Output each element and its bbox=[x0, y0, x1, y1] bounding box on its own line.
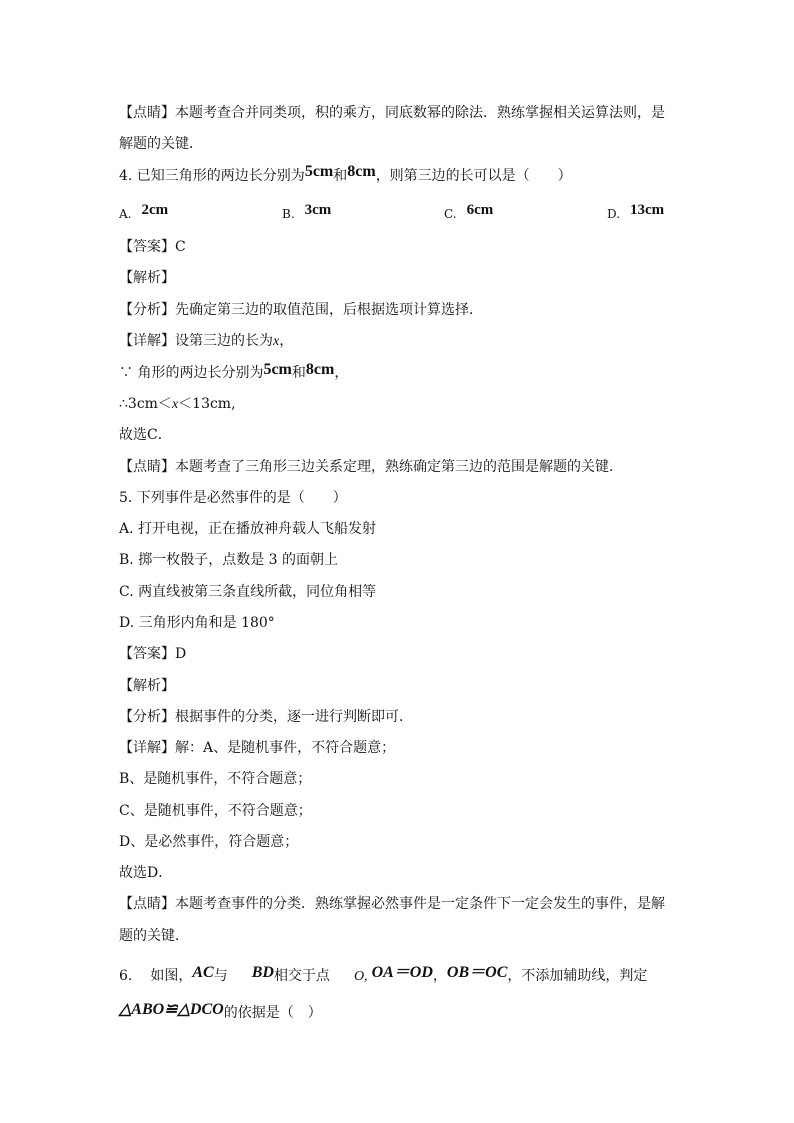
q4-option-c-letter: C. bbox=[444, 207, 457, 221]
q5-option-d: D. 三角形内角和是 180° bbox=[119, 615, 275, 631]
q6-num: 6. bbox=[119, 968, 133, 984]
q5-analysis-head: 【解析】 bbox=[119, 678, 175, 694]
q4-analysis: 【分析】先确定第三边的取值范围，后根据选项计算选择． bbox=[119, 302, 483, 318]
q4-option-b-value: 3cm bbox=[304, 202, 332, 218]
q6-math-ac: AC bbox=[192, 964, 214, 981]
q4-therefore-pre: ∴3cm＜ bbox=[119, 396, 172, 412]
q4-stem bbox=[119, 163, 572, 186]
q4-because-a: 5cm bbox=[263, 361, 292, 378]
q5-option-c: C. 两直线被第三条直线所截，同位角相等 bbox=[119, 584, 377, 600]
q4-choose: 故选C． bbox=[119, 427, 172, 443]
q5-stem: 5. 下列事件是必然事件的是（ ） bbox=[119, 490, 347, 506]
q5-choose: 故选D． bbox=[119, 865, 173, 881]
q5-detail-4: D、是必然事件，符合题意； bbox=[119, 834, 299, 850]
q4-because-b: 8cm bbox=[305, 361, 335, 378]
q5-comment-line2: 题的关键． bbox=[119, 928, 189, 944]
q4-option-d-value: 13cm bbox=[630, 202, 665, 218]
q6-stem-line2 bbox=[119, 1003, 322, 1023]
q4-comment: 【点睛】本题考查了三角形三边关系定理，熟练确定第三边的范围是解题的关键． bbox=[119, 459, 623, 475]
q6-stem bbox=[119, 966, 647, 986]
q6-math-bd: BD bbox=[251, 964, 274, 981]
q4-answer: 【答案】C bbox=[119, 239, 186, 255]
q4-option-c bbox=[444, 204, 493, 224]
q4-analysis-head: 【解析】 bbox=[119, 270, 175, 286]
q4-option-b bbox=[282, 204, 331, 224]
q4-option-d-letter: D. bbox=[607, 207, 621, 221]
q4-side-b: 8cm bbox=[347, 163, 376, 180]
q3-comment-line2: 解题的关键． bbox=[119, 136, 203, 152]
q5-option-a: A. 打开电视，正在播放神舟载人飞船发射 bbox=[119, 521, 377, 537]
q4-option-b-letter: B. bbox=[282, 207, 295, 221]
q4-detail-var: x bbox=[273, 334, 280, 349]
q4-because-pre: ∵ 角形的两边长分别为 bbox=[119, 365, 264, 381]
q4-side-a: 5cm bbox=[304, 163, 334, 180]
q5-analysis: 【分析】根据事件的分类，逐一进行判断即可． bbox=[119, 709, 413, 725]
q6-text-2: 与 bbox=[213, 968, 228, 984]
q6-math-ob-oc: OB＝OC bbox=[446, 964, 508, 981]
q6-text-5: ，不添加辅助线，判定 bbox=[507, 968, 648, 984]
q4-option-a bbox=[119, 204, 168, 224]
q3-comment-line1: 【点睛】本题考查合并同类项，积的乘方，同底数幂的除法．熟练掌握相关运算法则，是 bbox=[119, 105, 665, 121]
q4-detail-pre: 【详解】设第三边的长为 bbox=[119, 333, 273, 349]
q6-math-o: O, bbox=[353, 969, 368, 984]
q5-detail-2: B、是随机事件，不符合题意； bbox=[119, 771, 312, 787]
q4-because-post: ， bbox=[334, 365, 349, 381]
q4-stem-pre: 4. 已知三角形的两边长分别为 bbox=[119, 168, 305, 184]
q4-therefore bbox=[119, 394, 236, 414]
q5-option-b: B. 掷一枚骰子，点数是 3 的面朝上 bbox=[119, 552, 338, 568]
q6-text-3: 相交于点 bbox=[273, 968, 330, 984]
q6-text-1: 如图， bbox=[150, 968, 193, 984]
q6-math-congruence: △ABO≌△DCO bbox=[119, 1001, 224, 1018]
q4-therefore-var: x bbox=[171, 397, 179, 412]
q5-detail-3: C、是随机事件，不符合题意； bbox=[119, 803, 312, 819]
q5-detail-1: 【详解】解：A、是随机事件，不符合题意； bbox=[119, 740, 396, 756]
q4-option-c-value: 6cm bbox=[466, 202, 494, 218]
q4-option-a-letter: A. bbox=[119, 207, 132, 221]
q5-answer: 【答案】D bbox=[119, 646, 187, 662]
q4-because-and: 和 bbox=[291, 365, 306, 381]
q4-option-a-value: 2cm bbox=[141, 202, 169, 218]
q6-text-4: ， bbox=[432, 968, 447, 984]
q4-stem-post: ，则第三边的长可以是（ ） bbox=[375, 168, 572, 184]
q4-and: 和 bbox=[333, 168, 348, 184]
q6-math-oa-od: OA＝OD bbox=[371, 964, 433, 981]
q5-comment-line1: 【点睛】本题考查事件的分类．熟练掌握必然事件是一定条件下一定会发生的事件，是解 bbox=[119, 896, 665, 912]
q4-because bbox=[119, 363, 348, 383]
q6-text-6: 的依据是（ ） bbox=[223, 1005, 322, 1021]
q4-detail bbox=[119, 331, 293, 351]
q4-therefore-post: ＜13cm, bbox=[178, 396, 236, 412]
q4-detail-post: ， bbox=[279, 333, 294, 349]
q4-option-d bbox=[607, 204, 664, 224]
